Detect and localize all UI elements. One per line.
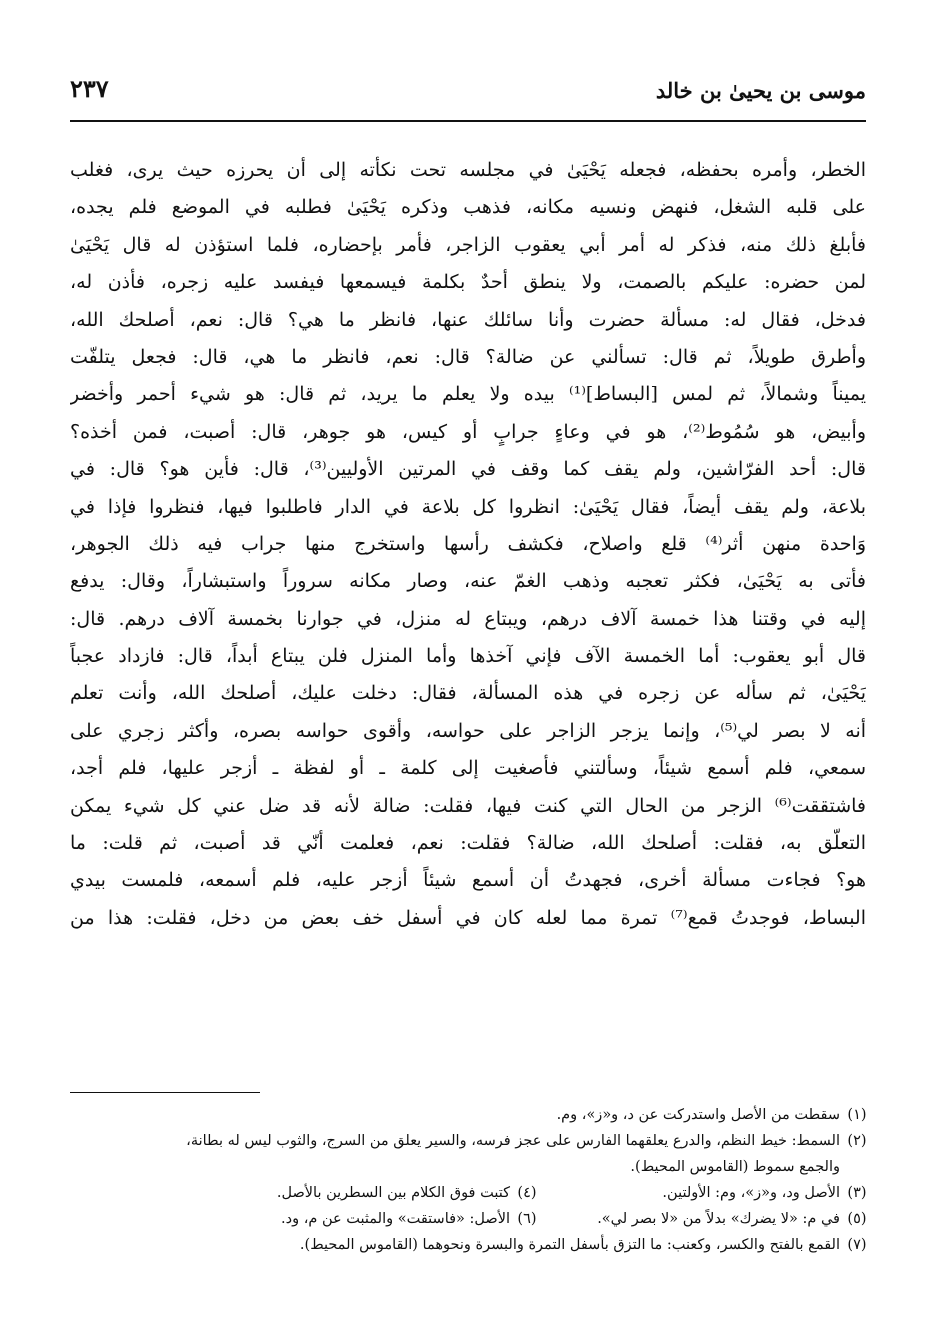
footnote-number: (٦) (517, 1211, 537, 1227)
footnote-row-5-6 (70, 1206, 874, 1232)
footnote-rule (70, 1092, 260, 1093)
footnote-2-continuation: والجمع سموط (القاموس المحيط). (630, 1159, 840, 1175)
text-line: قال أبو يعقوب: أما الخمسة الآف فإني آخذها وأما المنزل فلن يبتاع أبداً، قال: فازداد عجباً (70, 645, 866, 668)
text-line: إليه في وقتنا هذا خمسة آلاف درهم، ويبتاع له منزل، في جوارنا بخمسة آلاف درهم. قال: (70, 607, 866, 630)
text-line: هو؟ فجاءت مسألة أخرى، فجهدتُ أن أسمع شيئاً أزجر عليه، فلم أسمعه، فلمست بيدي (70, 869, 866, 892)
text-line: يَحْيَىٰ، ثم سأله عن زجره في هذه المسألة، فقال: دخلت عليك، أصلحك الله، وأنت تعلم (70, 682, 866, 705)
footnote-row-3-4 (70, 1180, 874, 1206)
text-line: فأبلغ ذلك منه، فذكر له أمر أبي يعقوب الزاجر، فأمر بإحضاره، فلما استؤذن له قال يَحْيَىٰ (70, 233, 866, 256)
footnote-number: (٥) (847, 1211, 867, 1227)
footnote-number: (١) (847, 1107, 867, 1123)
text-line: أنه لا بصر لي⁽⁵⁾، وإنما يزجر الزاجر على حواسه، وأقوى حواسه بصره، وأكثر زجري على (70, 719, 866, 742)
footnote-text: في م: «لا يضرك» بدلاً من «لا بصر لي». (597, 1211, 840, 1227)
footnote-text: السمط: خيط النظم، والدرع يعلقهما الفارس على عجز فرسه، والسير يعلق من السرج، والثوب ليس له بطانة، (186, 1133, 840, 1149)
body-text (70, 152, 866, 937)
footnote-6 (214, 1206, 544, 1232)
footnote-number: (٢) (847, 1133, 867, 1149)
text-line: فدخل، فقال له: مسألة حضرت وأنا سائلك عنها، فانظر ما هي؟ قال: نعم، أصلحك الله، (70, 308, 866, 331)
text-line: التعلّق به، فقلت: أصلحك الله، ضالة؟ فقلت: نعم، فعلمت أنّي قد أصبت، ثم قلت: ما (70, 832, 866, 855)
footnote-text: كتبت فوق الكلام بين السطرين بالأصل. (276, 1185, 510, 1201)
footnote-text: الأصل: «فاستقت» والمثبت عن م، ود. (281, 1211, 510, 1227)
text-line: لمن حضره: عليكم بالصمت، ولا ينطق أحدٌ بكلمة فيسمعها فيفسد عليه زجره، فأذن له، (70, 271, 866, 294)
footnote-2 (70, 1128, 874, 1154)
text-line: على قلبه الشغل، فنهض ونسيه مكانه، فذهب وذكره يَحْيَىٰ فطلبه في الموضع فلم يجده، (70, 196, 866, 219)
page-number: ٢٣٧ (70, 74, 109, 103)
text-line: وأطرق طويلاً، ثم قال: تسألني عن ضالة؟ قال: نعم، فانظر ما هي، قال: فجعل يتلفّت (70, 345, 866, 368)
footnote-5 (544, 1206, 874, 1232)
footnote-number: (٧) (847, 1237, 867, 1253)
running-title: موسى بن يحيىٰ بن خالد (655, 78, 866, 103)
footnote-number: (٤) (517, 1185, 537, 1201)
footnote-text: سقطت من الأصل واستدركت عن د، و«ز»، وم. (556, 1107, 840, 1123)
header-rule (70, 120, 866, 122)
footnote-3 (544, 1180, 874, 1206)
text-line: وَاحدة منهن أثر⁽⁴⁾ قلع واصلاح، فكشف رأسها واستخرج منها جراب فيه ذلك الجوهر، (70, 532, 866, 555)
text-line: فاشتققت⁽⁶⁾ الزجر من الحال التي كنت فيها، فقلت: ضالة لأنه قد ضل عني كل شيء يمكن (70, 794, 866, 817)
footnote-7 (70, 1232, 874, 1258)
text-line: يميناً وشمالاً، ثم لمس [البساط]⁽¹⁾ بيده ولا يعلم ما يريد، ثم قال: هو شيء أحمر وأخضر (70, 383, 866, 406)
footnotes (70, 1102, 874, 1258)
footnote-1 (70, 1102, 874, 1128)
text-line: قال: أحد الفرّاشين، ولم يقف كما وقف في المرتين الأوليين⁽³⁾، قال: فأين هو؟ قال: في (70, 458, 866, 481)
text-line: بلاعة، ولم يقف أيضاً، فقال يَحْيَىٰ: انظروا كل بلاعة في الدار فاطلبوا فيها، فنظروا فإذا في (70, 495, 866, 518)
footnote-4 (214, 1180, 544, 1206)
footnote-text: الأصل ود، و«ز»، وم: الأولتين. (662, 1185, 840, 1201)
text-line: سمعي، فلم أسمع شيئاً، وسألتني فأصغيت إلى كلمة ـ أو لفظة ـ أزجر عليها، فلم أجد، (70, 757, 866, 780)
footnote-text: القمع بالفتح والكسر، وكعنب: ما التزق بأسفل التمرة والبسرة ونحوهما (القاموس المحيط). (299, 1237, 840, 1253)
text-line: فأتى به يَحْيَىٰ، فكثر تعجبه وذهب الغمّ عنه، وصار مكانه سروراً واستبشاراً، وقال: يدفع (70, 570, 866, 593)
footnote-number: (٣) (847, 1185, 867, 1201)
page-header (70, 74, 866, 116)
text-line: الخطر، وأمره بحفظه، فجعله يَحْيَىٰ في مجلسه تحت نكأته إلى أن يحرزه حيث يرى، فغلب (70, 159, 866, 181)
text-line: البساط، فوجدتُ قمع⁽⁷⁾ تمرة مما لعله كان في أسفل خف بعض من دخل، فقلت: هذا من (70, 906, 866, 929)
text-line: وأبيض، هو سُمُوط⁽²⁾، هو في وعاءٍ جرابٍ أو كيس، هو جوهر، قال: أصبت، فمن أخذه؟ (70, 420, 866, 443)
